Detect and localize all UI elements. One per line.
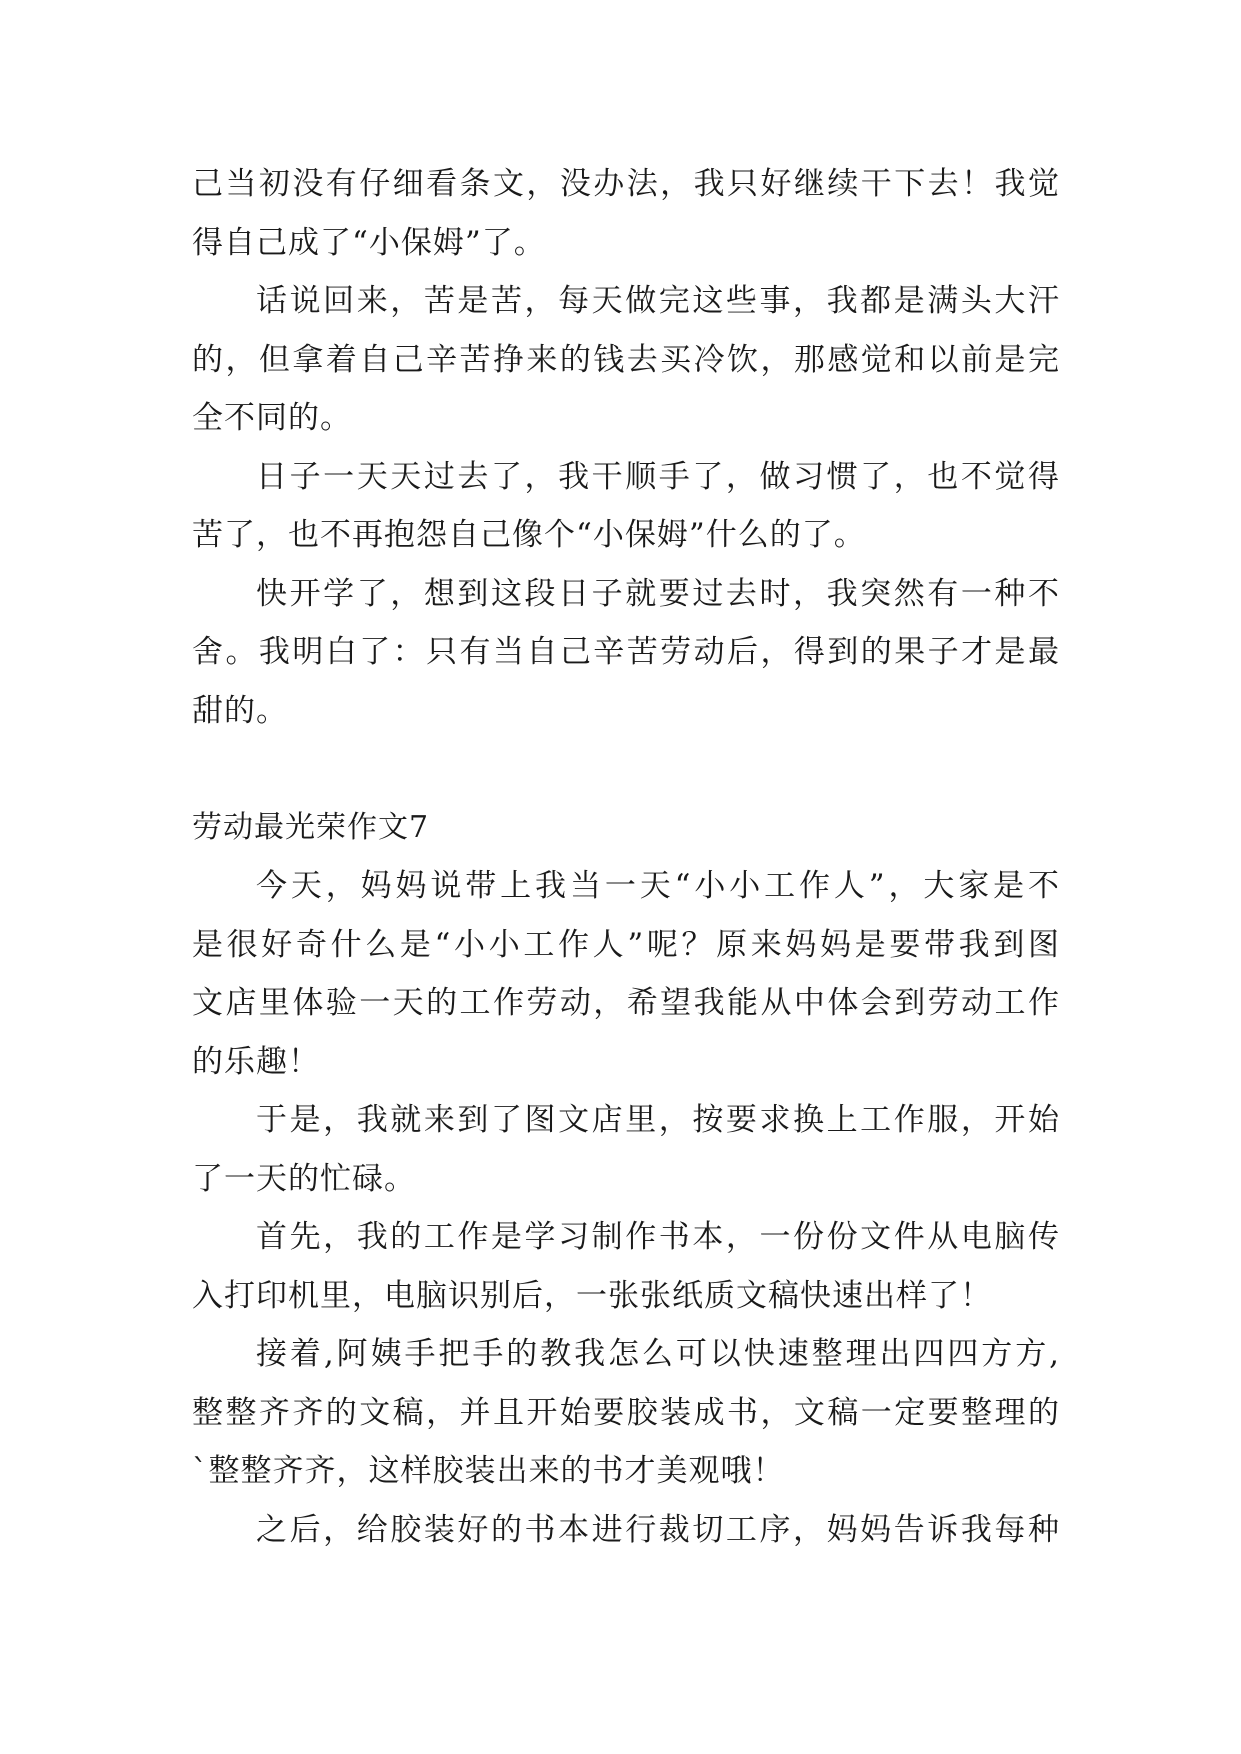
paragraph-first-line: 于是，我就来到了图文店里，按要求换上工作服，开始 (256, 1102, 1060, 1138)
text-line: 己当初没有仔细看条文，没办法，我只好继续干下去！我觉 (192, 166, 1060, 202)
text-line: `整整齐齐，这样胶装出来的书才美观哦！ (192, 1453, 785, 1489)
section-gap (192, 740, 1060, 799)
text-line: 苦了，也不再抱怨自己像个“小保姆”什么的了。 (192, 517, 866, 553)
text-line: 文店里体验一天的工作劳动，希望我能从中体会到劳动工作 (192, 985, 1060, 1021)
paragraph-first-line: 接着,阿姨手把手的教我怎么可以快速整理出四四方方, (256, 1336, 1060, 1372)
paragraph-first-line: 首先，我的工作是学习制作书本，一份份文件从电脑传 (256, 1219, 1060, 1255)
essay-heading: 劳动最光荣作文7 (192, 809, 430, 845)
text-line: 的，但拿着自己辛苦挣来的钱去买冷饮，那感觉和以前是完 (192, 341, 1060, 378)
text-line: 入打印机里，电脑识别后，一张张纸质文稿快速出样了！ (192, 1277, 992, 1314)
text-line: 的乐趣！ (192, 1043, 320, 1080)
paragraph-first-line: 快开学了，想到这段日子就要过去时，我突然有一种不 (256, 575, 1060, 612)
paragraph-first-line: 之后，给胶装好的书本进行裁切工序，妈妈告诉我每种 (256, 1511, 1060, 1548)
text-line: 得自己成了“小保姆”了。 (192, 224, 546, 261)
text-line: 全不同的。 (192, 400, 352, 436)
paragraph-first-line: 今天，妈妈说带上我当一天“小小工作人”，大家是不 (256, 868, 1060, 904)
text-line: 舍。我明白了：只有当自己辛苦劳动后，得到的果子才是最 (192, 634, 1060, 670)
text-line: 了一天的忙碌。 (192, 1160, 416, 1197)
text-line: 整整齐齐的文稿，并且开始要胶装成书，文稿一定要整理的 (192, 1394, 1060, 1431)
text-line: 甜的。 (192, 692, 288, 729)
document-page (192, 155, 1060, 1559)
paragraph-first-line: 话说回来，苦是苦，每天做完这些事，我都是满头大汗 (256, 283, 1060, 319)
text-line: 是很好奇什么是“小小工作人”呢？原来妈妈是要带我到图 (192, 926, 1060, 963)
paragraph-first-line: 日子一天天过去了，我干顺手了，做习惯了，也不觉得 (256, 458, 1060, 495)
